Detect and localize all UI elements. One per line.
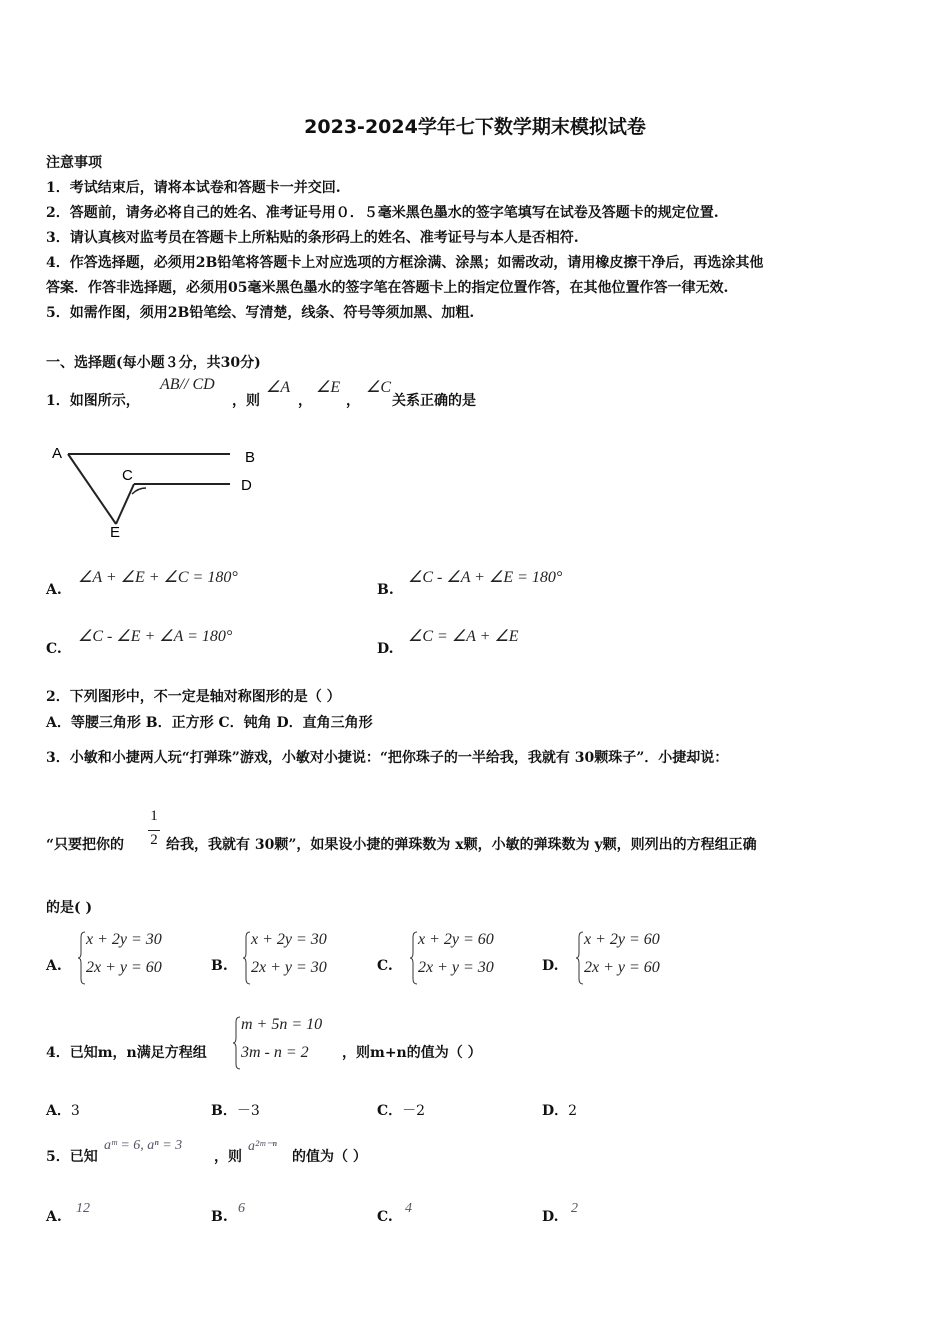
point-e-label: E <box>110 524 121 540</box>
q5-option-a-label[interactable]: A. <box>46 1209 62 1225</box>
equation-1: x + 2y = 60 <box>418 931 494 948</box>
q4-option-a[interactable]: A．3 <box>46 1103 80 1119</box>
q4-prefix: 4．已知m，n满足方程组 <box>46 1045 207 1061</box>
point-a-label: A <box>52 445 63 462</box>
brace-icon <box>233 1016 241 1070</box>
equation-1: x + 2y = 60 <box>584 931 660 948</box>
q3-option-a-label[interactable]: A. <box>46 958 62 974</box>
q4-option-b[interactable]: B．－3 <box>211 1103 260 1119</box>
q3-stem-line2a: “只要把你的 <box>46 837 125 853</box>
point-c-label: C <box>122 467 133 484</box>
equation-1: x + 2y = 30 <box>251 931 327 948</box>
equation-2: 2x + y = 30 <box>418 959 494 976</box>
q1-option-b-expr: ∠C - ∠A + ∠E = 180° <box>408 569 563 586</box>
brace-icon <box>243 931 251 985</box>
q3-fraction-denominator: 2 <box>150 832 158 848</box>
point-d-label: D <box>241 477 252 494</box>
line-ae <box>68 454 116 524</box>
q1-option-b-label[interactable]: B. <box>377 582 394 598</box>
q1-mid: ，则 <box>232 393 260 409</box>
notice-line: 答案．作答非选择题，必须用05毫米黑色墨水的签字笔在答题卡上的指定位置作答，在其他位置作答一律无效. <box>46 280 729 296</box>
page-title: 2023-2024学年七下数学期末模拟试卷 <box>304 116 646 138</box>
q5-expression: a²ᵐ⁻ⁿ <box>248 1139 277 1154</box>
q4-option-c[interactable]: C．－2 <box>377 1103 426 1119</box>
q1-option-c-expr: ∠C - ∠E + ∠A = 180° <box>78 628 233 645</box>
equation-2: 3m - n = 2 <box>241 1044 309 1061</box>
q1-sep: ， <box>298 393 312 409</box>
brace-icon <box>576 931 584 985</box>
q1-prefix: 1．如图所示， <box>46 393 140 409</box>
q1-angle-e: ∠E <box>316 379 341 396</box>
section-heading: 一、选择题(每小题３分，共30分) <box>46 355 261 371</box>
notice-heading: 注意事项 <box>46 155 102 171</box>
q3-stem-line2b: 给我，我就有 30颗”，如果设小捷的弹珠数为 x颗，小敏的弹珠数为 y颗，则列出的方程组正确 <box>166 837 757 853</box>
equation-2: 2x + y = 60 <box>86 959 162 976</box>
q5-option-a-value: 12 <box>76 1201 90 1216</box>
q4-option-d[interactable]: D．2 <box>542 1103 578 1119</box>
q5-option-d-value: 2 <box>571 1201 578 1216</box>
point-b-label: B <box>245 449 256 466</box>
q3-stem-line3: 的是( ) <box>46 900 93 916</box>
q1-option-c-label[interactable]: C. <box>46 641 62 657</box>
q1-suffix: 关系正确的是 <box>392 393 476 409</box>
notice-line: 3．请认真核对监考员在答题卡上所粘贴的条形码上的姓名、准考证号与本人是否相符. <box>46 230 579 246</box>
equation-1: x + 2y = 30 <box>86 931 162 948</box>
q3-fraction-bar <box>148 830 160 831</box>
q5-option-b-value: 6 <box>238 1201 245 1216</box>
q5-option-c-value: 4 <box>405 1201 412 1216</box>
equation-2: 2x + y = 60 <box>584 959 660 976</box>
q5-mid: ，则 <box>214 1149 242 1165</box>
q2-stem: 2．下列图形中，不一定是轴对称图形的是（ ） <box>46 689 341 705</box>
equation-1: m + 5n = 10 <box>241 1016 323 1033</box>
q1-angle-c: ∠C <box>366 379 392 396</box>
q5-condition: aᵐ = 6, aⁿ = 3 <box>104 1138 183 1153</box>
q1-angle-a: ∠A <box>266 379 291 396</box>
brace-icon <box>410 931 418 985</box>
q3-option-c-label[interactable]: C. <box>377 958 393 974</box>
q2-options[interactable]: A．等腰三角形 B．正方形 C．钝角 D．直角三角形 <box>46 715 373 731</box>
q1-condition: AB// CD <box>160 376 215 393</box>
q3-option-b-label[interactable]: B. <box>211 958 228 974</box>
q4-suffix: ，则m+n的值为（ ） <box>342 1045 482 1061</box>
q3-fraction-numerator: 1 <box>150 808 158 824</box>
q1-sep: ， <box>346 393 360 409</box>
q1-option-d-label[interactable]: D. <box>377 641 394 657</box>
notice-line: 4．作答选择题，必须用2B铅笔将答题卡上对应选项的方框涂满、涂黑；如需改动，请用橡皮擦干净后，再选涂其他 <box>46 255 764 271</box>
q3-stem-line1: 3．小敏和小捷两人玩“打弹珠”游戏，小敏对小捷说：“把你珠子的一半给我，我就有 30颗珠子”．小捷却说： <box>46 750 729 766</box>
q5-option-d-label[interactable]: D. <box>542 1209 559 1225</box>
q3-option-d-label[interactable]: D. <box>542 958 559 974</box>
q1-option-a-expr: ∠A + ∠E + ∠C = 180° <box>78 569 238 586</box>
q1-geometry-figure <box>40 438 280 540</box>
q1-option-a-label[interactable]: A. <box>46 582 62 598</box>
q1-option-d-expr: ∠C = ∠A + ∠E <box>408 628 519 645</box>
q5-option-b-label[interactable]: B. <box>211 1209 228 1225</box>
notice-line: 1．考试结束后，请将本试卷和答题卡一并交回. <box>46 180 341 196</box>
q5-prefix: 5．已知 <box>46 1149 98 1165</box>
brace-icon <box>78 931 86 985</box>
line-ec <box>116 484 134 524</box>
q5-option-c-label[interactable]: C. <box>377 1209 393 1225</box>
equation-2: 2x + y = 30 <box>251 959 327 976</box>
notice-line: 5．如需作图，须用2B铅笔绘、写清楚，线条、符号等须加黑、加粗. <box>46 305 475 321</box>
q5-suffix: 的值为（ ） <box>292 1149 367 1165</box>
notice-line: 2．答题前，请务必将自己的姓名、准考证号用０．５毫米黑色墨水的签字笔填写在试卷及答题卡的规定位置. <box>46 205 719 221</box>
angle-c-arc <box>132 488 146 494</box>
